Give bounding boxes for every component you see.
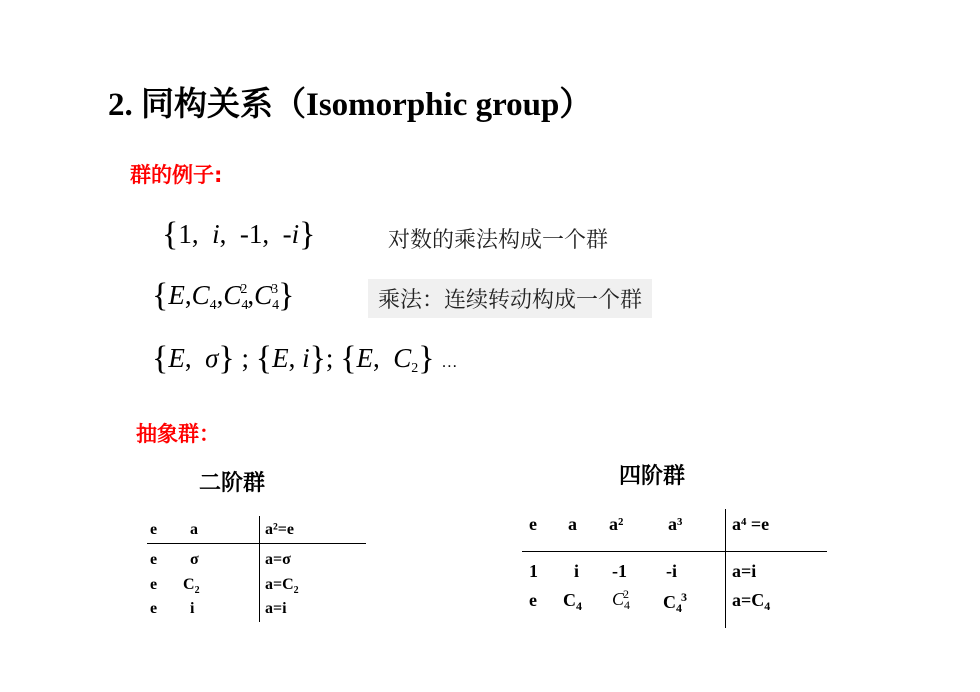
order4-row2-e: e xyxy=(529,590,537,610)
example-desc-1: 对数的乘法构成一个群 xyxy=(388,228,609,253)
order4-row2-a3: $C_4^3$ xyxy=(663,590,687,615)
order2-row3-a: i xyxy=(190,600,195,617)
order2-row3-e: e xyxy=(150,600,158,617)
example-set-order2: {E, σ} ; {E, i}; {E, $C_2$} … xyxy=(152,340,458,377)
order2-row1-a: σ xyxy=(190,551,199,568)
order4-row1-rel: a=i xyxy=(732,561,757,581)
order2-row1-e: e xyxy=(150,551,158,568)
order2-row2-e: e xyxy=(150,576,158,593)
examples-label: 群的例子: xyxy=(130,163,223,187)
order4-column-rule xyxy=(725,509,726,628)
order2-column-rule xyxy=(259,516,260,622)
order2-row2-rel: $a=C_2$ xyxy=(265,576,299,596)
order4-row1-a3: -i xyxy=(666,561,677,581)
order4-row2-a: $C_4$ xyxy=(563,590,582,613)
order4-header-e: e xyxy=(529,514,537,534)
order4-row2-rel: $a=C_4$ xyxy=(732,590,771,613)
example-set-complex-units: {1, i, -1, -i} xyxy=(162,216,316,253)
abstract-group-label: 抽象群： xyxy=(136,422,220,446)
order2-header-e: e xyxy=(150,521,158,538)
order4-row1-a: i xyxy=(574,561,580,581)
example-set-rotations: $\{E,C_4,C_4^2,C_4^3\}$ xyxy=(152,277,295,314)
example-desc-2: 乘法：连续转动构成一个群 xyxy=(368,279,652,318)
order4-title: 四阶群 xyxy=(619,464,686,489)
order4-row2-a2: $C_4^2$ xyxy=(612,587,631,612)
order2-row3-rel: a=i xyxy=(265,600,287,617)
order2-header-a: a xyxy=(190,521,198,538)
order4-header-a: a xyxy=(568,514,577,534)
order4-header-rule xyxy=(522,551,827,552)
order4-header-a3: a³ xyxy=(668,514,683,534)
order2-row1-rel: a=σ xyxy=(265,551,291,568)
order4-row1-e: 1 xyxy=(529,561,538,581)
order2-row2-a: $C_2$ xyxy=(183,576,200,596)
order2-title: 二阶群 xyxy=(199,471,266,496)
page-title: 2. 同构关系（Isomorphic group） xyxy=(108,87,593,123)
order2-header-relation: a²=e xyxy=(265,521,295,538)
order4-header-a2: a² xyxy=(609,514,624,534)
order2-header-rule xyxy=(147,543,366,544)
order4-header-relation: a⁴ =e xyxy=(732,514,770,534)
order4-row1-a2: -1 xyxy=(612,561,627,581)
